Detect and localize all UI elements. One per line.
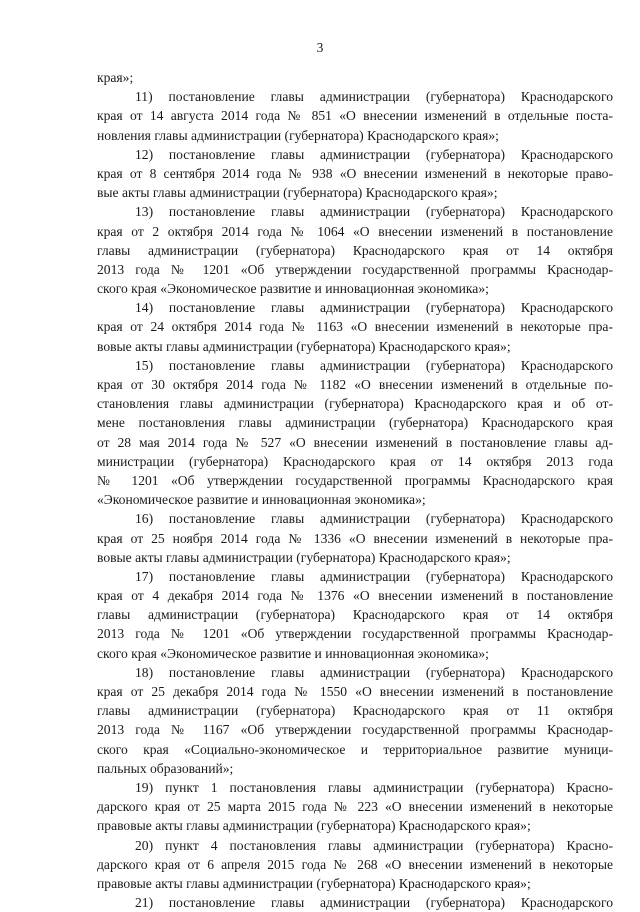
text-line: 15) постановление главы администрации (губернатора) Краснодарского <box>135 357 613 373</box>
text-line: мене постановления главы администрации (губернатора) Краснодарского края <box>97 415 613 431</box>
text-line: правовые акты главы администрации (губернатора) Краснодарского края»; <box>97 818 531 834</box>
text-line: становления главы администрации (губернатора) Краснодарского края и об от- <box>97 396 613 412</box>
document-body <box>97 68 613 912</box>
text-line: 2013 года № 1167 «Об утверждении государственной программы Краснодар- <box>97 722 613 738</box>
page-number: 3 <box>316 40 324 55</box>
text-line: главы администрации (губернатора) Краснодарского края от 11 октября <box>97 703 613 719</box>
text-line: вые акты главы администрации (губернатора) Краснодарского края»; <box>97 185 498 201</box>
text-line: 17) постановление главы администрации (губернатора) Краснодарского <box>135 568 613 584</box>
text-line: края от 24 октября 2014 года № 1163 «О внесении изменений в некоторые пра- <box>97 319 613 335</box>
text-line: вовые акты главы администрации (губернатора) Краснодарского края»; <box>97 338 511 354</box>
text-line: края от 14 августа 2014 года № 851 «О внесении изменений в отдельные поста- <box>97 108 613 124</box>
text-line: № 1201 «Об утверждении государственной программы Краснодарского края <box>97 472 613 488</box>
text-line: края от 8 сентября 2014 года № 938 «О внесении изменений в некоторые право- <box>97 165 613 181</box>
text-line: 13) постановление главы администрации (губернатора) Краснодарского <box>135 204 613 220</box>
text-line: 14) постановление главы администрации (губернатора) Краснодарского <box>135 300 613 316</box>
text-line: «Экономическое развитие и инновационная экономика»; <box>97 492 426 508</box>
text-line: края от 25 декабря 2014 года № 1550 «О внесении изменений в постановление <box>97 684 613 699</box>
text-line: края от 2 октября 2014 года № 1064 «О внесении изменений в постановление <box>97 223 613 239</box>
text-line: 12) постановление главы администрации (губернатора) Краснодарского <box>135 146 613 162</box>
text-line: министрации (губернатора) Краснодарского края от 14 октября 2013 года <box>97 453 613 469</box>
text-line: края от 4 декабря 2014 года № 1376 «О внесении изменений в постановление <box>97 588 613 604</box>
text-line: главы администрации (губернатора) Краснодарского края от 14 октября <box>97 242 613 258</box>
text-line: правовые акты главы администрации (губернатора) Краснодарского края»; <box>97 875 531 891</box>
text-line: ского края «Экономическое развитие и инновационная экономика»; <box>97 645 489 661</box>
text-line: главы администрации (губернатора) Краснодарского края от 14 октября <box>97 607 613 623</box>
text-line: 2013 года № 1201 «Об утверждении государственной программы Краснодар- <box>97 261 613 277</box>
text-line: дарского края от 25 марта 2015 года № 223 «О внесении изменений в некоторые <box>97 799 613 815</box>
text-line: края»; <box>97 70 134 85</box>
text-line: ского края «Экономическое развитие и инновационная экономика»; <box>97 281 489 297</box>
text-line: 19) пункт 1 постановления главы администрации (губернатора) Красно- <box>135 779 613 795</box>
text-line: дарского края от 6 апреля 2015 года № 268 «О внесении изменений в некоторые <box>97 856 613 872</box>
text-line: ского края «Социально-экономическое и территориальное развитие муници- <box>97 741 613 757</box>
text-line: новления главы администрации (губернатора) Краснодарского края»; <box>97 127 499 143</box>
text-line: 21) постановление главы администрации (губернатора) Краснодарского <box>135 895 613 911</box>
text-line: пальных образований»; <box>97 760 234 776</box>
text-line: 16) постановление главы администрации (губернатора) Краснодарского <box>135 511 613 527</box>
text-line: от 28 мая 2014 года № 527 «О внесении изменений в постановление главы ад- <box>97 434 613 450</box>
text-line: 2013 года № 1201 «Об утверждении государственной программы Краснодар- <box>97 626 613 642</box>
text-line: края от 30 октября 2014 года № 1182 «О внесении изменений в отдельные по- <box>97 377 613 392</box>
text-line: вовые акты главы администрации (губернатора) Краснодарского края»; <box>97 549 511 565</box>
text-line: 18) постановление главы администрации (губернатора) Краснодарского <box>135 664 613 680</box>
text-line: 11) постановление главы администрации (губернатора) Краснодарского <box>135 89 613 105</box>
text-line: 20) пункт 4 постановления главы администрации (губернатора) Красно- <box>135 837 613 853</box>
text-line: края от 25 ноября 2014 года № 1336 «О внесении изменений в некоторые пра- <box>97 530 613 546</box>
